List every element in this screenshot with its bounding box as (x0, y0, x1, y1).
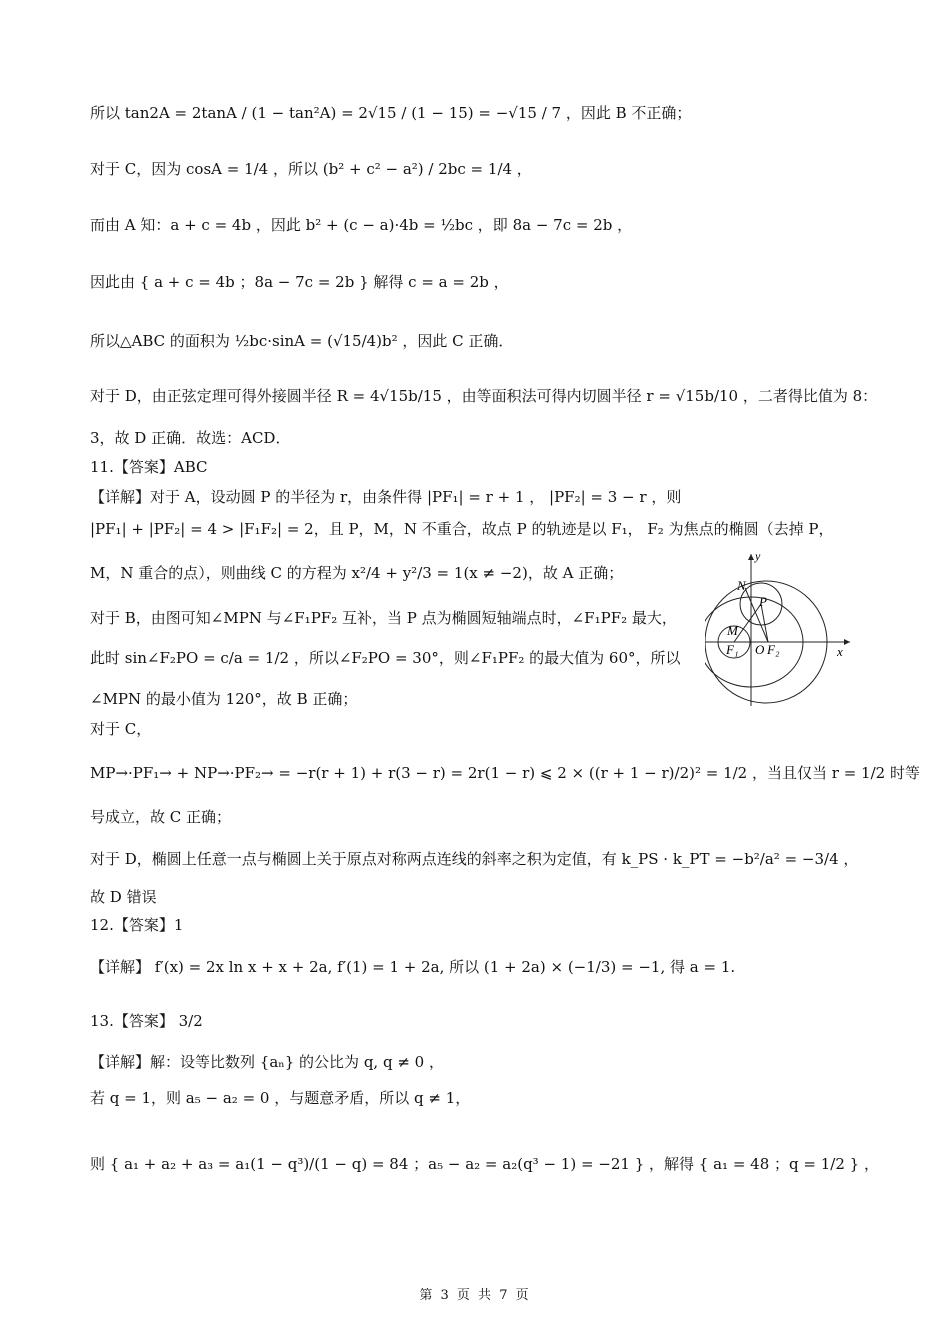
text-line-3: 而由 A 知：a + c = 4b ，因此 b² + (c − a)·4b = ½bc ，即 8a − 7c = 2b ， (90, 216, 633, 234)
text-line-10: |PF₁| + |PF₂| = 4 > |F₁F₂| = 2，且 P，M，N 不重合，故点 P 的轨迹是以 F₁， F₂ 为焦点的椭圆（去掉 P， (90, 520, 834, 538)
x-axis-arrow (844, 639, 850, 645)
answer-11-heading: 11.【答案】ABC (90, 458, 208, 476)
text-line-21: 【详解】 f′(x) = 2x ln x + x + 2a, f′(1) = 1 + 2a, 所以 (1 + 2a) × (−1/3) = −1, 得 a = 1. (90, 958, 736, 976)
label-y: y (755, 549, 761, 563)
text-line-23: 【详解】解：设等比数列 {aₙ} 的公比为 q, q ≠ 0 ， (90, 1053, 444, 1071)
label-f1: F₁ (726, 642, 739, 657)
ellipse-circles-figure (705, 548, 855, 708)
label-f2: F₂ (767, 642, 780, 657)
label-p: P (759, 594, 767, 609)
text-line-14: ∠MPN 的最小值为 120°，故 B 正确； (90, 690, 358, 708)
text-line-7: 3，故 D 正确．故选：ACD． (90, 429, 291, 447)
text-line-24: 若 q = 1，则 a₅ − a₂ = 0 ，与题意矛盾，所以 q ≠ 1， (90, 1089, 471, 1107)
text-line-13: 此时 sin∠F₂PO = c/a = 1/2 ，所以∠F₂PO = 30°，则∠F₁PF₂ 的最大值为 60°，所以 (90, 649, 681, 667)
answer-12-heading: 12.【答案】1 (90, 916, 184, 934)
label-x: x (837, 644, 843, 659)
text-line-4: 因此由 { a + c = 4b ；8a − 7c = 2b } 解得 c = a = 2b ， (90, 273, 509, 291)
text-line-2: 对于 C，因为 cosA = 1/4 ，所以 (b² + c² − a²) / 2bc = 1/4 ， (90, 160, 532, 178)
label-m: M (727, 623, 738, 638)
text-line-11: M，N 重合的点），则曲线 C 的方程为 x²/4 + y²/3 = 1(x ≠ −2)，故 A 正确； (90, 564, 624, 582)
line-f1-p (734, 604, 761, 642)
text-line-9: 【详解】对于 A，设动圆 P 的半径为 r，由条件得 |PF₁| = r + 1 ， |PF₂| = 3 − r ，则 (90, 488, 682, 506)
answer-13-heading: 13.【答案】 3/2 (90, 1012, 203, 1030)
line-p-f2 (761, 604, 768, 642)
label-o: O (755, 642, 765, 657)
text-line-19: 故 D 错误 (90, 888, 157, 906)
text-line-6: 对于 D，由正弦定理可得外接圆半径 R = 4√15b/15 ，由等面积法可得内切圆半径 r = √15b/10 ，二者得比值为 8： (90, 387, 878, 405)
text-line-5: 所以△ABC 的面积为 ½bc·sinA = (√15/4)b² ，因此 C 正确． (90, 332, 514, 350)
text-line-12: 对于 B，由图可知∠MPN 与∠F₁PF₂ 互补，当 P 点为椭圆短轴端点时，∠F₁PF₂ 最大， (90, 609, 677, 627)
label-n: N (737, 578, 746, 593)
page-footer: 第 3 页 共 7 页 (419, 1288, 531, 1303)
text-line-25: 则 { a₁ + a₂ + a₃ = a₁(1 − q³)/(1 − q) = 84 ；a₅ − a₂ = a₂(q³ − 1) = −21 } ，解得 { a₁ = 48 ；q = 1/2 } ， (90, 1155, 879, 1173)
y-axis-arrow (748, 554, 754, 560)
text-line-15: 对于 C， (90, 720, 152, 738)
text-line-16: MP→·PF₁→ + NP→·PF₂→ = −r(r + 1) + r(3 − r) = 2r(1 − r) ⩽ 2 × ((r + 1 − r)/2)² = 1/2 ，当且仅当 r = 1/2 时等 (90, 764, 920, 782)
text-line-17: 号成立，故 C 正确； (90, 808, 232, 826)
text-line-18: 对于 D，椭圆上任意一点与椭圆上关于原点对称两点连线的斜率之积为定值，有 k_PS · k_PT = −b²/a² = −3/4 ， (90, 850, 859, 868)
text-line-1: 所以 tan2A = 2tanA / (1 − tan²A) = 2√15 / (1 − 15) = −√15 / 7 ，因此 B 不正确； (90, 104, 692, 122)
